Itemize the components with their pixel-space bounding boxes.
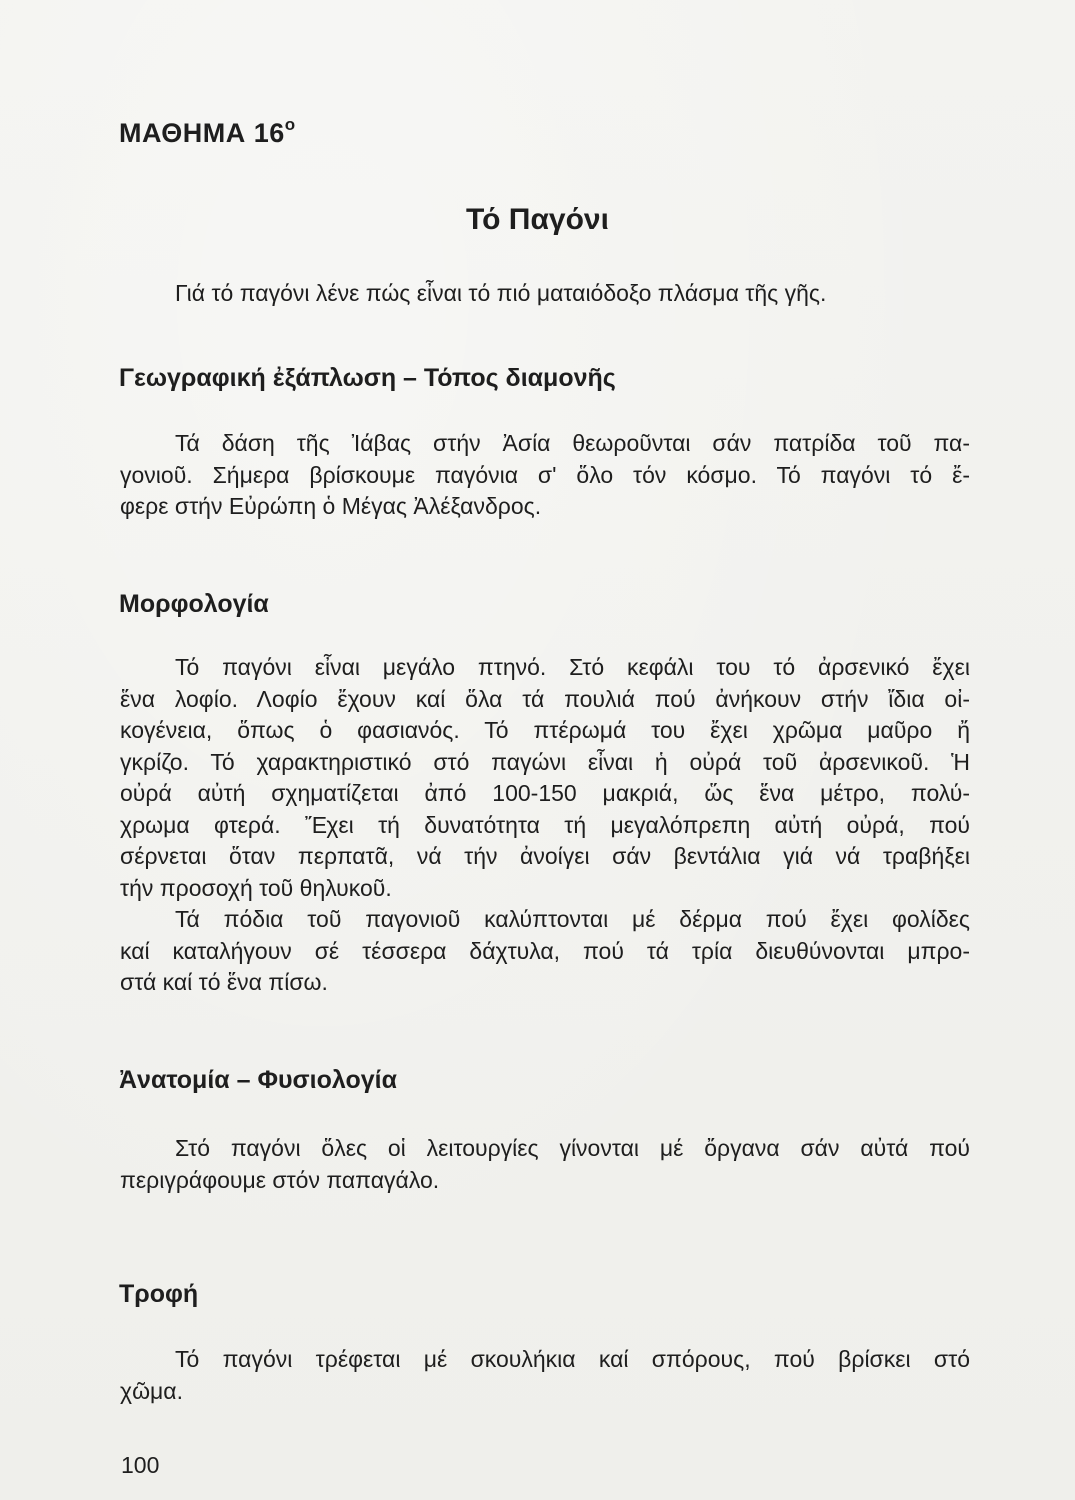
text-line: περιγράφουμε στόν παπαγάλο. [120,1166,440,1193]
text-line: κογένεια, ὅπως ὁ φασιανός. Τό πτέρωμά του ἔχει χρῶμα μαῦρο ἤ [120,717,970,743]
text-line: σέρνεται ὅταν περπατᾶ, νά τήν ἀνοίγει σάν βεντάλια γιά νά τραβήξει [120,843,970,869]
text-line: Τά δάση τῆς Ἰάβας στήν Ἀσία θεωροῦνται σάν πατρίδα τοῦ πα- [175,430,970,456]
page-title: Τό Παγόνι [466,203,609,236]
section-heading-anatomy: Ἀνατομία – Φυσιολογία [119,1066,397,1094]
text-line: καί καταλήγουν σέ τέσσερα δάχτυλα, πού τά τρία διευθύνονται μπρο- [120,937,970,964]
section-heading-morphology: Μορφολογία [119,590,269,618]
lesson-superscript: ο [284,115,296,134]
text-line: Τά πόδια τοῦ παγονιοῦ καλύπτονται μέ δέρμα πού ἔχει φολίδες [175,906,970,932]
text-line: χρωμα φτερά. Ἔχει τή δυνατότητα τή μεγαλόπρεπη αὐτή οὐρά, πού [120,811,970,838]
text-line: στά καί τό ἕνα πίσω. [120,969,328,995]
lesson-number: ΜΑΘΗΜΑ $16^o$ [119,115,296,148]
text-line: οὐρά αὐτή σχηματίζεται ἀπό 100-150 μακριά, ὥς ἕνα μέτρο, πολύ- [120,780,970,806]
section-text-geography [120,428,970,523]
text-line: τήν προσοχή τοῦ θηλυκοῦ. [120,874,392,901]
intro-sentence: Γιά τό παγόνι λένε πώς εἶναι τό πιό ματαιόδοξο πλάσμα τῆς γῆς. [175,280,827,306]
text-line: Τό παγόνι τρέφεται μέ σκουλήκια καί σπόρους, πού βρίσκει στό [175,1346,970,1372]
page-number: 100 [121,1452,160,1478]
text-line: Τό παγόνι εἶναι μεγάλο πτηνό. Στό κεφάλι του τό ἀρσενικό ἔχει [175,654,970,680]
text-line: Στό παγόνι ὅλες οἱ λειτουργίες γίνονται μέ ὄργανα σάν αὐτά πού [175,1135,970,1161]
text-line: γκρίζο. Τό χαρακτηριστικό στό παγώνι εἶναι ἡ οὐρά τοῦ ἀρσενικοῦ. Ἡ [120,748,970,775]
section-text-morphology [120,652,970,999]
section-heading-geography: Γεωγραφική ἐξάπλωση – Τόπος διαμονῆς [119,364,616,392]
text-line: γονιοῦ. Σήμερα βρίσκουμε παγόνια σ' ὅλο τόν κόσμο. Τό παγόνι τό ἔ- [120,461,970,488]
text-line: χῶμα. [120,1377,183,1404]
section-text-food [120,1344,970,1407]
section-text-anatomy [120,1133,970,1196]
section-heading-food: Τροφή [119,1280,199,1308]
text-line: ἕνα λοφίο. Λοφίο ἔχουν καί ὅλα τά πουλιά πού ἀνήκουν στήν ἴδια οἰ- [120,685,970,712]
text-line: φερε στήν Εὐρώπη ὁ Μέγας Ἀλέξανδρος. [120,493,542,519]
